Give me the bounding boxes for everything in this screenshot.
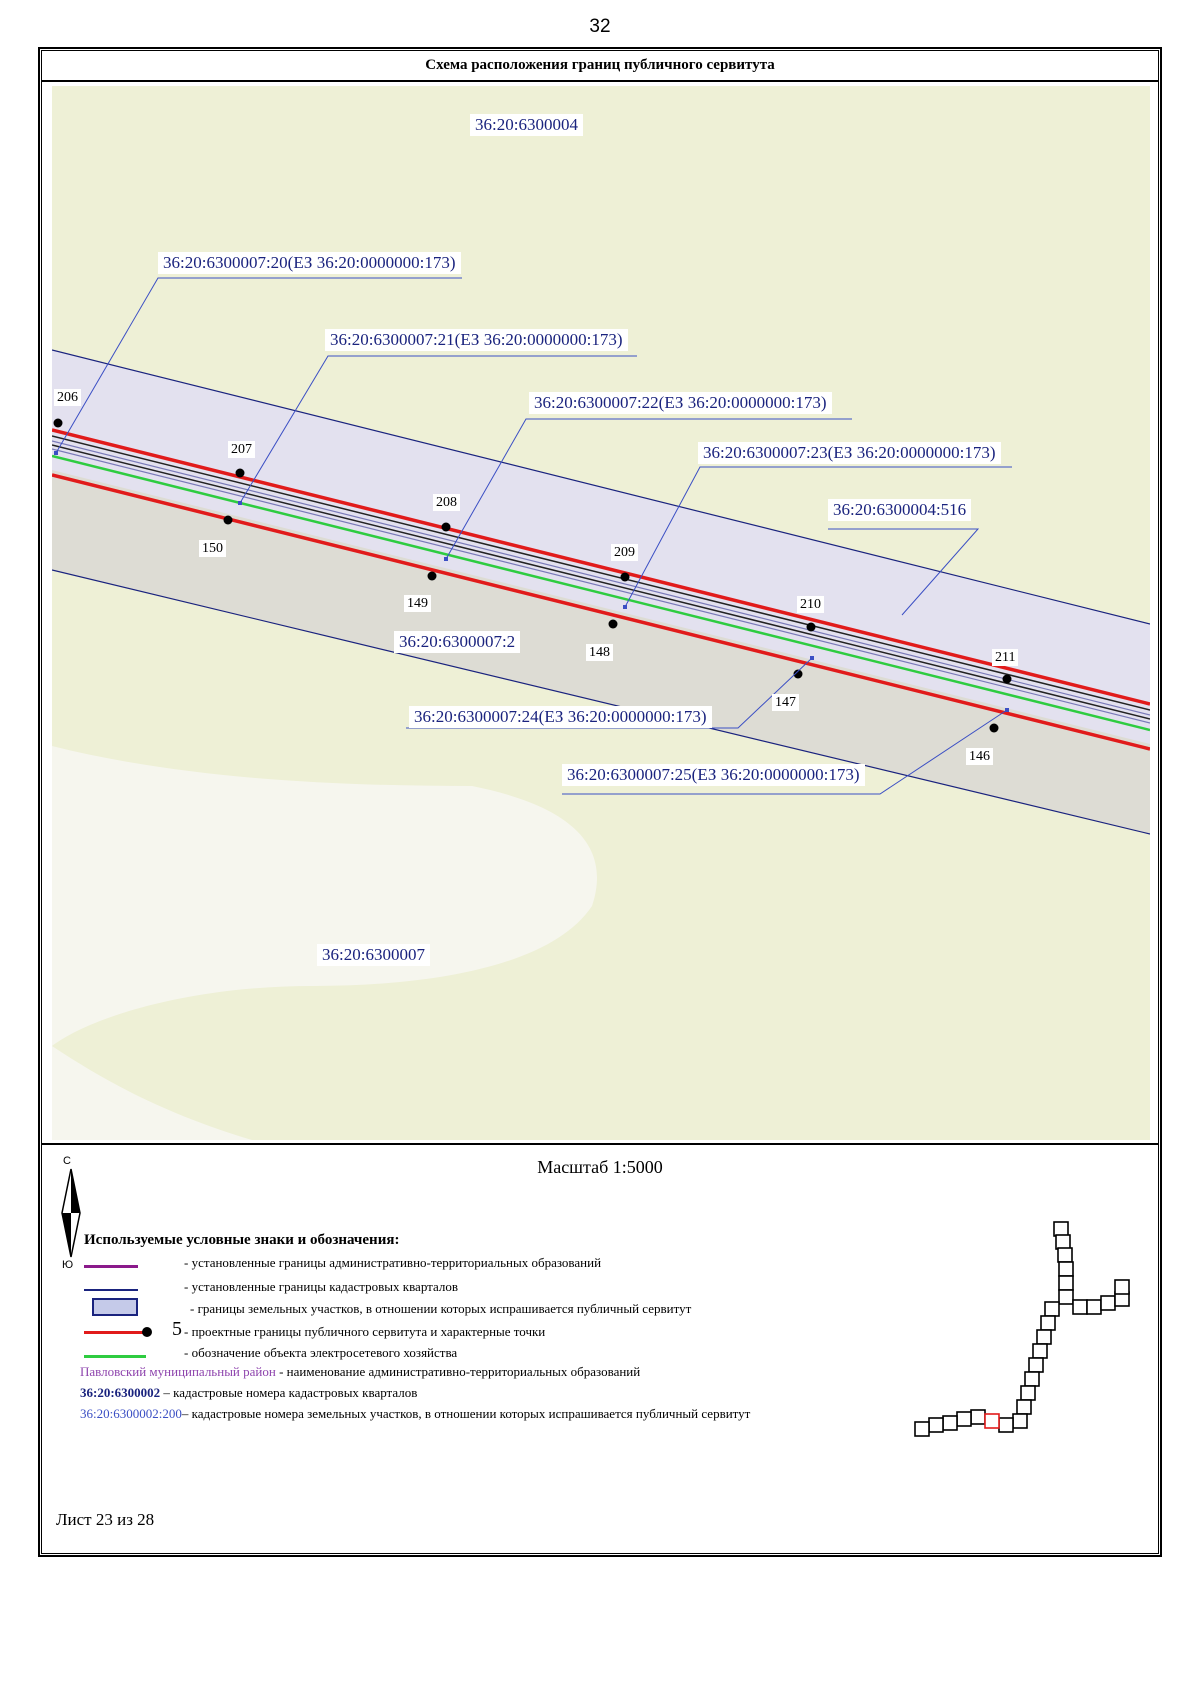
point-150 <box>224 516 233 525</box>
legend-admin-row <box>80 1364 640 1380</box>
scale-label: Масштаб 1:5000 <box>537 1157 663 1177</box>
point-209 <box>621 573 630 582</box>
legend-symbol-green-line <box>84 1355 146 1358</box>
legend-text-servitude: - проектные границы публичного сервитута и характерные точки <box>184 1324 546 1339</box>
parcel-label-25: 36:20:6300007:25(ЕЗ 36:20:0000000:173) <box>562 764 865 786</box>
legend-admin-text: - наименование административно-территориальных образований <box>275 1364 641 1379</box>
legend-title: Используемые условные знаки и обозначения: <box>84 1232 400 1248</box>
sheet-number: Лист 23 из 28 <box>56 1510 155 1529</box>
legend-point-marker: 5 <box>172 1318 182 1340</box>
legend-quarter-text: – кадастровые номера кадастровых кварталов <box>160 1385 418 1400</box>
legend-quarter-number: 36:20:6300002 <box>80 1385 161 1400</box>
point-label-146: 146 <box>966 748 993 765</box>
legend-admin-name: Павловский муниципальный район <box>80 1364 276 1379</box>
parcel-label-23: 36:20:6300007:23(ЕЗ 36:20:0000000:173) <box>698 442 1001 464</box>
quarter-label-top: 36:20:6300004 <box>470 114 583 136</box>
point-label-150: 150 <box>199 540 226 557</box>
parcel-label-22: 36:20:6300007:22(ЕЗ 36:20:0000000:173) <box>529 392 832 414</box>
point-146 <box>990 724 999 733</box>
point-label-149: 149 <box>404 595 431 612</box>
compass-north: С <box>63 1155 71 1167</box>
legend-parcel-row <box>80 1406 750 1422</box>
legend-quarter-row <box>80 1385 417 1401</box>
legend-text-parcel-boundaries: - границы земельных участков, в отношении которых испрашивается публичный сервитут <box>190 1301 692 1316</box>
map-title: Схема расположения границ публичного сервитута <box>425 57 775 73</box>
map-canvas <box>52 86 1150 1140</box>
compass-south: Ю <box>62 1259 74 1271</box>
point-label-207: 207 <box>228 441 255 458</box>
point-label-208: 208 <box>433 494 460 511</box>
legend-symbol-point <box>142 1327 152 1337</box>
legend-text-power-object: - обозначение объекта электросетевого хозяйства <box>184 1345 458 1360</box>
map-area[interactable] <box>52 86 1150 1140</box>
map-legend-divider <box>41 1143 1159 1145</box>
legend-text-admin-boundaries: - установленные границы административно-территориальных образований <box>184 1255 602 1270</box>
point-210 <box>807 623 816 632</box>
point-label-147: 147 <box>772 694 799 711</box>
overview-chain-icon <box>900 1220 1140 1460</box>
parcel-label-20: 36:20:6300007:20(ЕЗ 36:20:0000000:173) <box>158 252 461 274</box>
point-211 <box>1003 675 1012 684</box>
point-208 <box>442 523 451 532</box>
point-206 <box>54 419 63 428</box>
point-207 <box>236 469 245 478</box>
legend-symbol-red-line <box>84 1331 146 1334</box>
page-number: 32 <box>589 16 611 37</box>
legend-parcel-number: 36:20:6300002:200 <box>80 1406 182 1421</box>
point-label-211: 211 <box>992 649 1018 666</box>
legend-parcel-text: – кадастровые номера земельных участков, в отношении которых испрашивается публичный сервитут <box>181 1406 751 1421</box>
point-label-206: 206 <box>54 389 81 406</box>
anchor-20 <box>54 451 58 455</box>
quarter-label-bottom: 36:20:6300007 <box>317 944 430 966</box>
title-divider <box>41 80 1159 82</box>
legend-symbol-purple-line <box>84 1265 138 1268</box>
point-148 <box>609 620 618 629</box>
parcel-label-24: 36:20:6300007:24(ЕЗ 36:20:0000000:173) <box>409 706 712 728</box>
point-149 <box>428 572 437 581</box>
overview-inset <box>900 1220 1140 1460</box>
parcel-label-7-2: 36:20:6300007:2 <box>394 631 520 653</box>
point-label-209: 209 <box>611 544 638 561</box>
point-label-210: 210 <box>797 596 824 613</box>
legend-symbol-blue-line <box>84 1289 138 1291</box>
legend-symbol-blue-rect <box>92 1298 138 1316</box>
legend-text-quarter-boundaries: - установленные границы кадастровых кварталов <box>184 1279 459 1294</box>
parcel-label-516: 36:20:6300004:516 <box>828 499 971 521</box>
north-arrow-icon <box>56 1155 86 1271</box>
parcel-label-21: 36:20:6300007:21(ЕЗ 36:20:0000000:173) <box>325 329 628 351</box>
point-label-148: 148 <box>586 644 613 661</box>
